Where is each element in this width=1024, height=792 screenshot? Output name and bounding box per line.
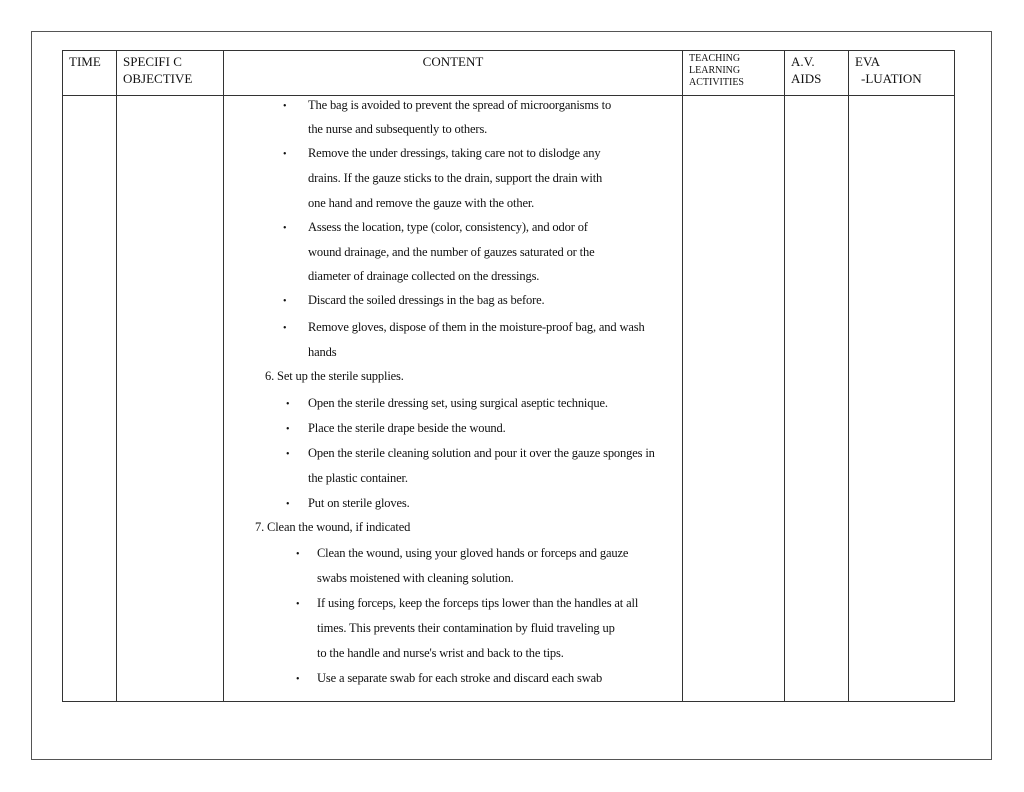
header-teaching-line-2: LEARNING bbox=[689, 65, 741, 76]
content-line: to the handle and nurse's wrist and back to the tips. bbox=[317, 646, 564, 660]
content-line: Open the sterile cleaning solution and pour it over the gauze sponges in bbox=[308, 446, 655, 460]
content-line: Remove gloves, dispose of them in the moisture-proof bag, and wash bbox=[308, 320, 645, 334]
step-heading: 7. Clean the wound, if indicated bbox=[255, 520, 411, 534]
header-objective-line-2: OBJECTIVE bbox=[123, 71, 193, 86]
content-line: times. This prevents their contamination by fluid traveling up bbox=[317, 621, 615, 635]
bullet-point: • bbox=[286, 449, 290, 460]
bullet-point: • bbox=[296, 674, 300, 685]
header-teaching-line-1: TEACHING bbox=[689, 53, 741, 64]
time-cell bbox=[63, 96, 117, 702]
step-heading: 6. Set up the sterile supplies. bbox=[265, 369, 404, 383]
bullet-point: • bbox=[283, 296, 287, 307]
bullet-point: • bbox=[286, 399, 290, 410]
header-time-label: TIME bbox=[69, 54, 101, 69]
content-line: Discard the soiled dressings in the bag as before. bbox=[308, 293, 545, 307]
header-teaching-line-3: ACTIVITIES bbox=[689, 77, 744, 88]
bullet-point: • bbox=[286, 499, 290, 510]
content-line: one hand and remove the gauze with the other. bbox=[308, 196, 535, 210]
objective-cell bbox=[117, 96, 224, 702]
content-line: wound drainage, and the number of gauzes saturated or the bbox=[308, 245, 595, 259]
content-line: Remove the under dressings, taking care not to dislodge any bbox=[308, 146, 601, 160]
body-row bbox=[63, 96, 955, 702]
header-content bbox=[224, 51, 683, 96]
header-teaching bbox=[683, 51, 785, 96]
content-line: diameter of drainage collected on the dressings. bbox=[308, 269, 540, 283]
header-row bbox=[63, 51, 955, 96]
content-line: the plastic container. bbox=[308, 471, 408, 485]
bullet-point: • bbox=[296, 599, 300, 610]
teaching-cell bbox=[683, 96, 785, 702]
bullet-point: • bbox=[283, 149, 287, 160]
content-line: Put on sterile gloves. bbox=[308, 496, 410, 510]
header-evaluation bbox=[849, 51, 955, 96]
aids-cell bbox=[785, 96, 849, 702]
header-content-label: CONTENT bbox=[422, 54, 484, 69]
content-line: hands bbox=[308, 345, 337, 359]
content-line: Open the sterile dressing set, using surgical aseptic technique. bbox=[308, 396, 608, 410]
header-objective bbox=[117, 51, 224, 96]
header-evaluation-line-1: EVA bbox=[855, 54, 881, 69]
header-time bbox=[63, 51, 117, 96]
lesson-plan-table bbox=[62, 50, 955, 702]
bullet-point: • bbox=[283, 223, 287, 234]
header-objective-line-1: SPECIFI C bbox=[123, 54, 182, 69]
content-line: Assess the location, type (color, consistency), and odor of bbox=[308, 220, 588, 234]
evaluation-cell bbox=[849, 96, 955, 702]
content-line: drains. If the gauze sticks to the drain, support the drain with bbox=[308, 171, 603, 185]
content-line: Place the sterile drape beside the wound. bbox=[308, 421, 506, 435]
content-line: the nurse and subsequently to others. bbox=[308, 122, 488, 136]
content-cell bbox=[224, 96, 683, 702]
bullet-point: • bbox=[296, 549, 300, 560]
content-line: Clean the wound, using your gloved hands or forceps and gauze bbox=[317, 546, 629, 560]
header-evaluation-line-2: -LUATION bbox=[861, 71, 922, 86]
header-aids bbox=[785, 51, 849, 96]
content-line: If using forceps, keep the forceps tips lower than the handles at all bbox=[317, 596, 639, 610]
bullet-point: • bbox=[283, 101, 287, 112]
header-aids-line-2: AIDS bbox=[791, 71, 822, 86]
bullet-point: • bbox=[283, 323, 287, 334]
content-line: swabs moistened with cleaning solution. bbox=[317, 571, 514, 585]
bullet-point: • bbox=[286, 424, 290, 435]
header-aids-line-1: A.V. bbox=[791, 54, 815, 69]
content-line: The bag is avoided to prevent the spread of microorganisms to bbox=[308, 98, 612, 112]
content-line: Use a separate swab for each stroke and discard each swab bbox=[317, 671, 603, 685]
